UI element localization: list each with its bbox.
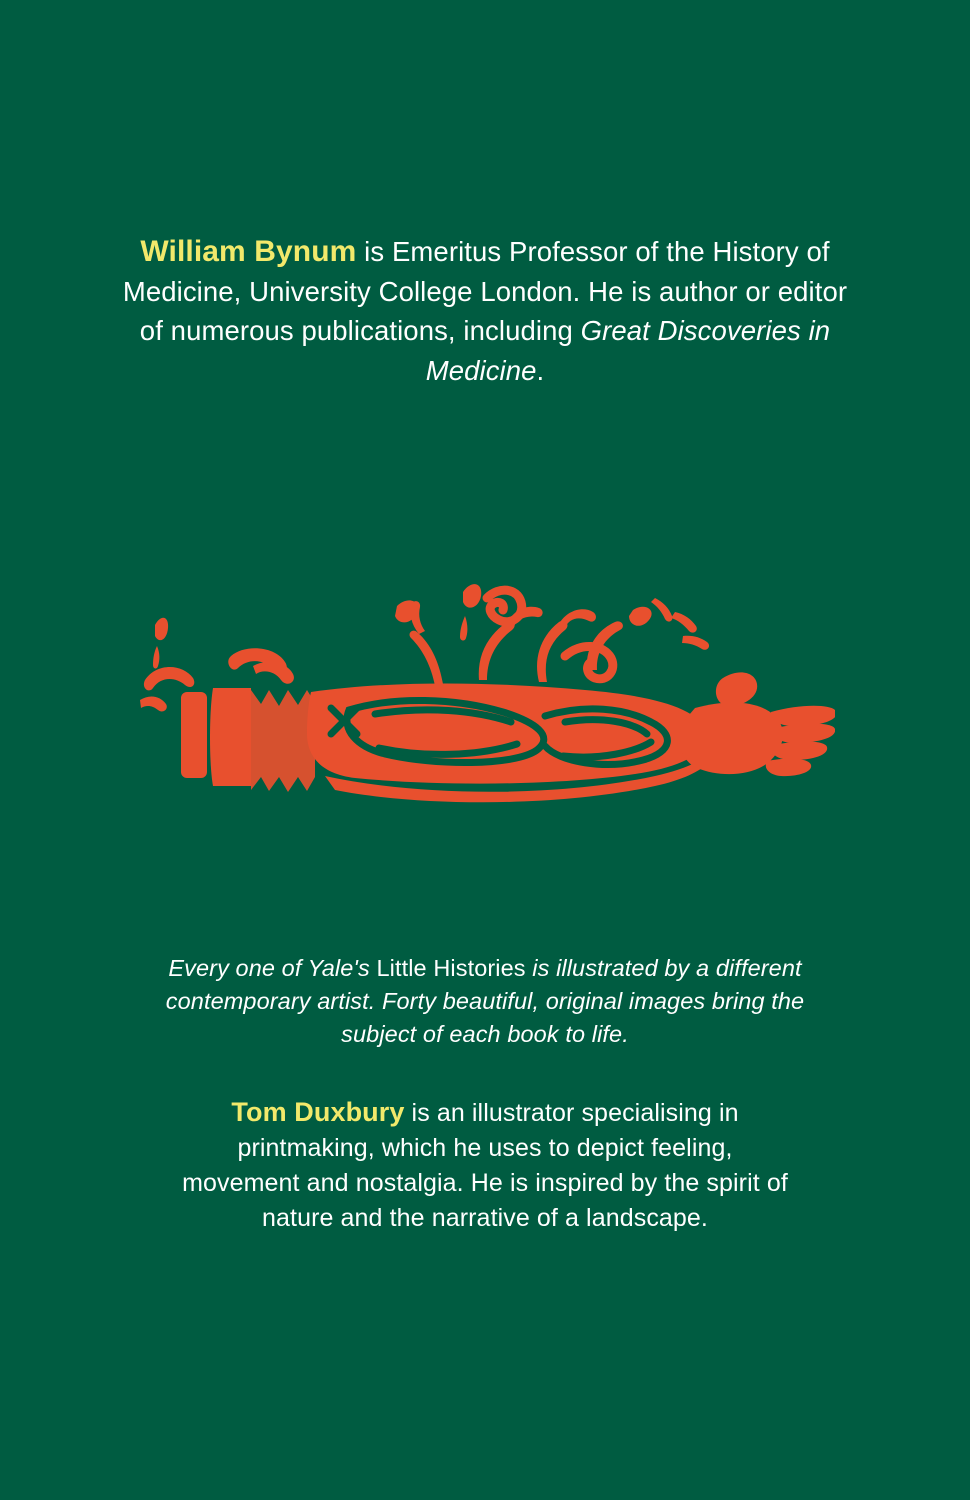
- illustrator-name: Tom Duxbury: [231, 1097, 405, 1127]
- forearm-with-branches-icon: [135, 570, 835, 820]
- series-name: Little Histories: [376, 955, 526, 981]
- series-note-part-3: is illustrated by a different contemporary artist. Forty beautiful, original images bring the subject of each book to life.: [165, 955, 805, 1047]
- illustrator-bio-paragraph: [180, 1095, 790, 1236]
- series-note-paragraph: [150, 952, 820, 1051]
- author-name: William Bynum: [140, 235, 357, 268]
- illustrator-bio-text: is an illustrator specialising in printmaking, which he uses to depict feeling, movement and nostalgia. He is inspired by the spirit of nature and the narrative of a landscape.: [182, 1099, 788, 1232]
- author-bio-text-end: .: [536, 354, 545, 386]
- series-note-part-1: Every one of Yale's: [168, 955, 377, 981]
- illustrator-bio-block: [0, 1095, 970, 1236]
- series-note-block: [0, 952, 970, 1051]
- author-bio-block: [0, 232, 970, 390]
- author-book-title: Great Discoveries in Medicine: [425, 315, 831, 386]
- author-bio-paragraph: [120, 232, 850, 390]
- cover-illustration: [0, 545, 970, 845]
- author-bio-text: is Emeritus Professor of the History of Medicine, University College London. He is author or editor of numerous publications, including: [122, 236, 848, 346]
